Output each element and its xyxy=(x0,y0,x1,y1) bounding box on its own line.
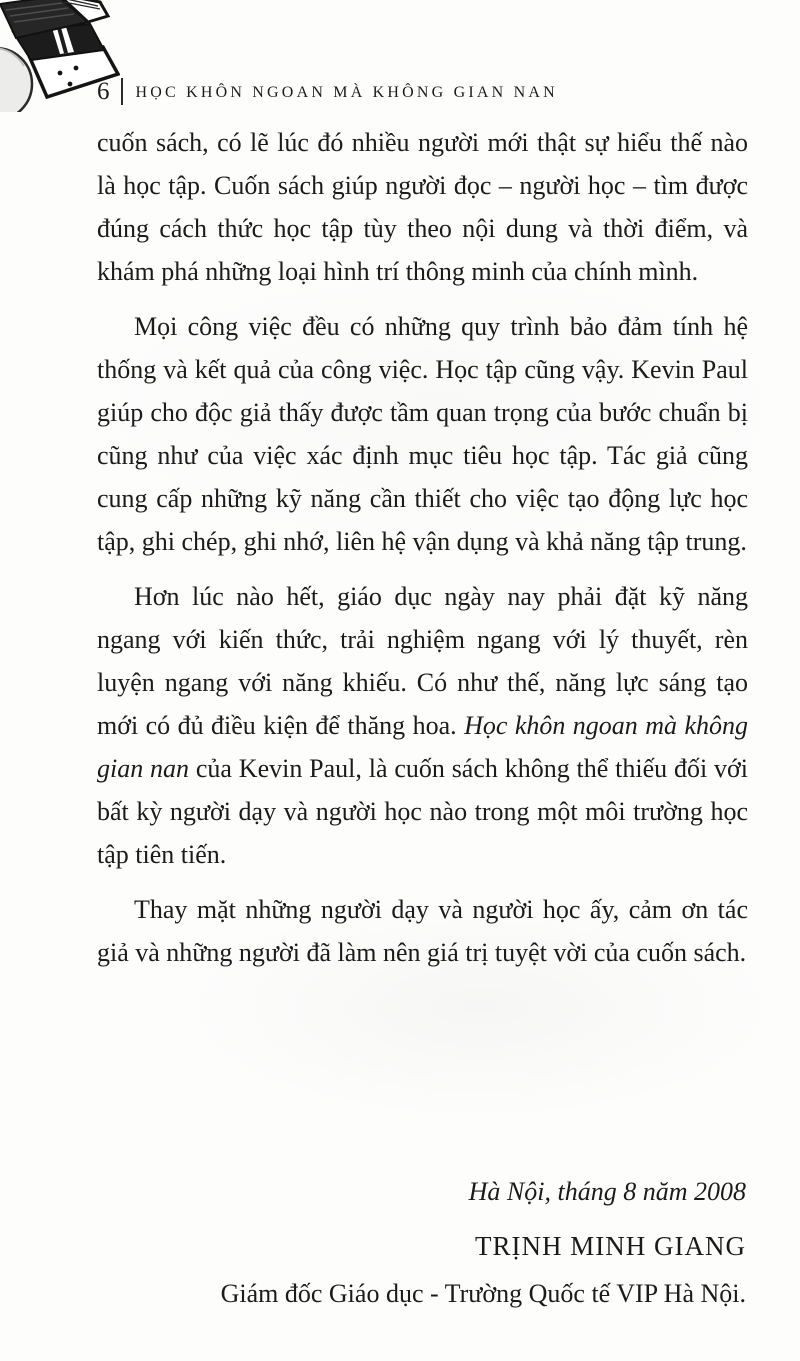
paragraph-1: cuốn sách, có lẽ lúc đó nhiều người mới thật sự hiểu thế nào là học tập. Cuốn sách giúp người đọc – người học – tìm được đúng cách thức học tập tùy theo nội dung và thời điểm, và khám phá những loại hình trí thông minh của chính mình. xyxy=(97,128,748,286)
page-number: 6 xyxy=(97,78,110,105)
signature-block xyxy=(86,1176,746,1311)
paragraph-3-text: Hơn lúc nào hết, giáo dục ngày nay phải đặt kỹ năng ngang với kiến thức, trải nghiệm ngang với lý thuyết, rèn luyện ngang với năng khiếu. Có như thế, năng lực sáng tạo mới có đủ điều kiện để thăng hoa. xyxy=(97,582,748,740)
signature-name: TRỊNH MINH GIANG xyxy=(475,1230,746,1261)
paragraph-3 xyxy=(97,575,748,876)
paragraph-4: Thay mặt những người dạy và người học ấy, cảm ơn tác giả và những người đã làm nên giá trị tuyệt vời của cuốn sách. xyxy=(97,895,748,967)
book-title-italic: Học khôn ngoan mà không gian nan xyxy=(97,711,748,783)
header-divider xyxy=(121,78,123,105)
signature-title: Giám đốc Giáo dục - Trường Quốc tế VIP Hà Nội. xyxy=(220,1279,746,1309)
paragraph-3-text: của Kevin Paul, là cuốn sách không thể thiếu đối với bất kỳ người dạy và người học nào trong một môi trường học tập tiên tiến. xyxy=(97,754,748,869)
body-text xyxy=(97,121,748,986)
dateline: Hà Nội, tháng 8 năm 2008 xyxy=(468,1177,746,1206)
running-title: HỌC KHÔN NGOAN MÀ KHÔNG GIAN NAN xyxy=(135,84,558,101)
running-header xyxy=(97,78,558,105)
paragraph-2: Mọi công việc đều có những quy trình bảo đảm tính hệ thống và kết quả của công việc. Học tập cũng vậy. Kevin Paul giúp cho độc giả thấy được tầm quan trọng của bước chuẩn bị cũng như của việc xác định mục tiêu học tập. Tác giả cũng cung cấp những kỹ năng cần thiết cho việc tạo động lực học tập, ghi chép, ghi nhớ, liên hệ vận dụng và khả năng tập trung. xyxy=(97,312,748,556)
